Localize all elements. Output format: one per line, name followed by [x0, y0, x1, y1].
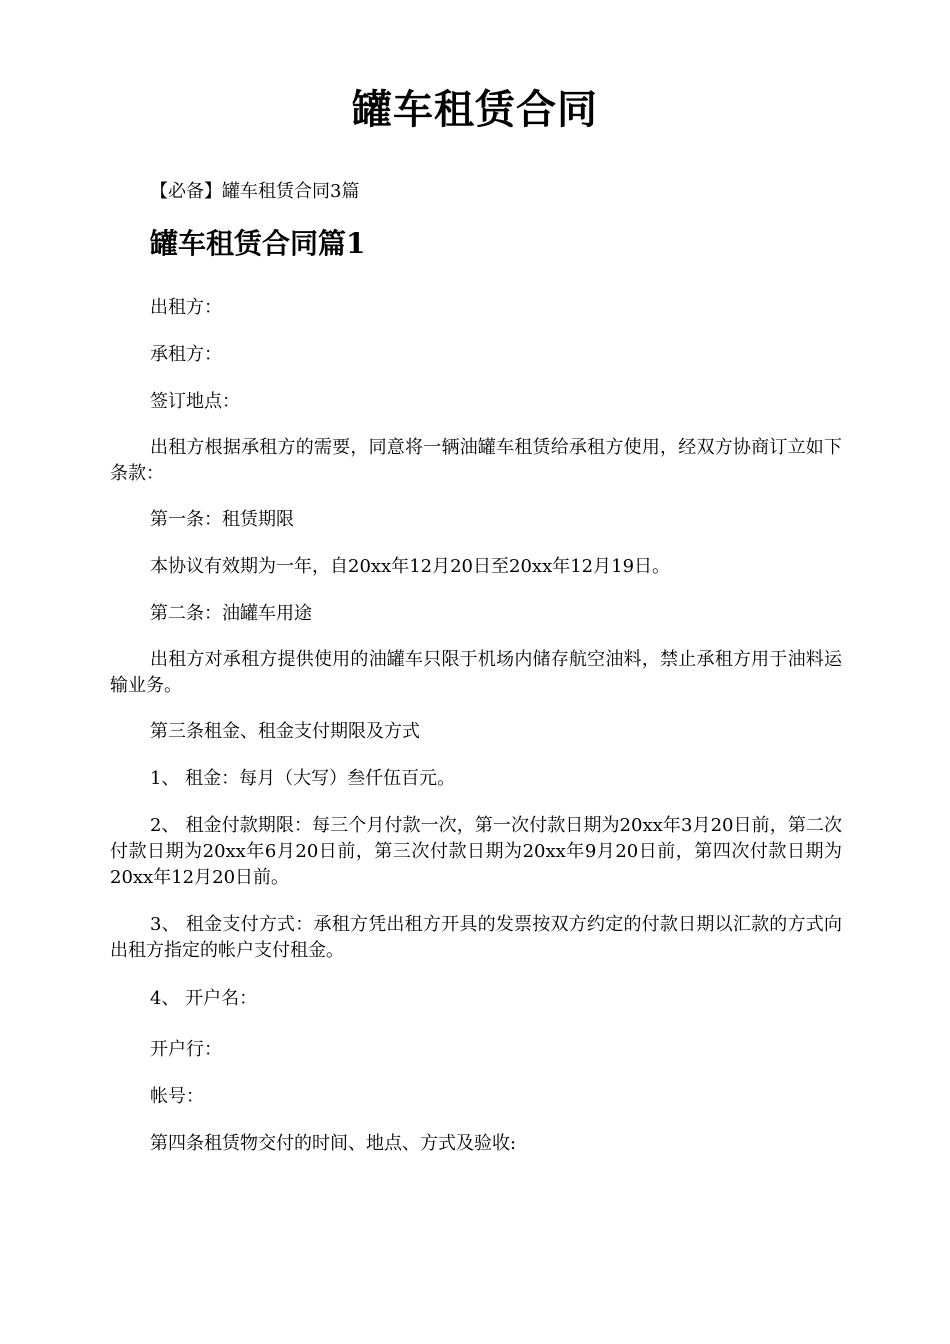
paragraph-lessor: 出租方： [150, 297, 222, 318]
paragraph-term: 本协议有效期为一年，自20xx年12月20日至20xx年12月19日。 [150, 556, 671, 577]
paragraph-article-1: 第一条：租赁期限 [150, 509, 294, 530]
paragraph-payment-method: 3、 租金支付方式：承租方凭出租方开具的发票按双方约定的付款日期以汇款的方式向出租方指定的帐户支付租金。 [110, 914, 842, 961]
paragraph-rent: 1、 租金：每月（大写）叁仟伍百元。 [150, 768, 456, 789]
paragraph-signing-place: 签订地点： [150, 391, 240, 412]
paragraph-payment-term: 2、 租金付款期限：每三个月付款一次，第一次付款日期为20xx年3月20日前，第二次付款日期为20xx年6月20日前，第三次付款日期为20xx年9月20日前，第四次付款日期为20xx年12月20日前。 [110, 815, 842, 888]
paragraph-intro: 出租方根据承租方的需要，同意将一辆油罐车租赁给承租方使用，经双方协商订立如下条款： [110, 437, 842, 484]
paragraph-usage: 出租方对承租方提供使用的油罐车只限于机场内储存航空油料，禁止承租方用于油料运输业务。 [110, 649, 842, 696]
paragraph-article-4: 第四条租赁物交付的时间、地点、方式及验收: [150, 1133, 517, 1154]
document-subtitle: 【必备】罐车租赁合同3篇 [150, 181, 360, 202]
paragraph-article-3: 第三条租金、租金支付期限及方式 [150, 721, 420, 742]
section-heading: 罐车租赁合同篇1 [150, 227, 366, 260]
paragraph-account-number: 帐号： [150, 1086, 204, 1107]
paragraph-account-name: 4、 开户名： [150, 988, 258, 1009]
paragraph-bank: 开户行： [150, 1039, 222, 1060]
paragraph-article-2: 第二条：油罐车用途 [150, 603, 312, 624]
paragraph-lessee: 承租方： [150, 344, 222, 365]
document-title: 罐车租赁合同 [352, 86, 598, 133]
